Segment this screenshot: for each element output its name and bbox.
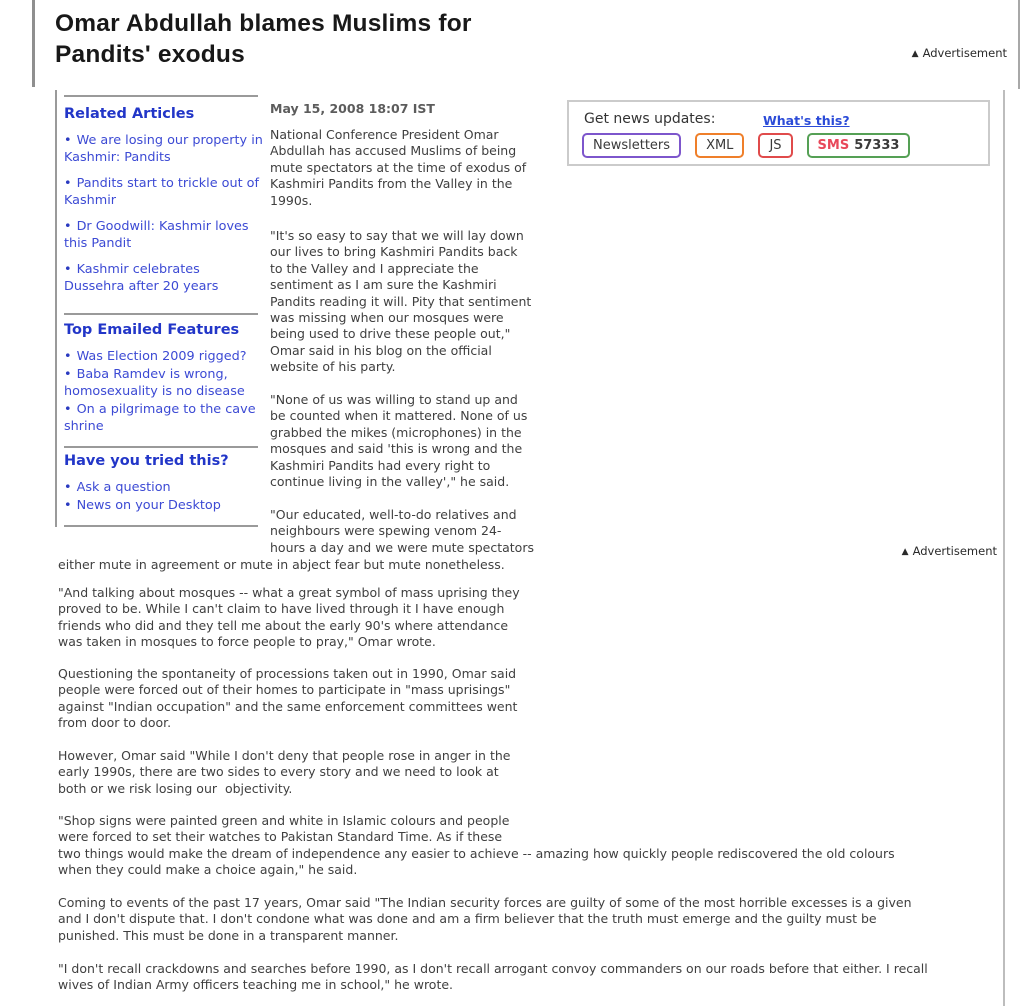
article-paragraph-continuation: either mute in agreement or mute in abject fear but mute nonetheless.	[58, 557, 505, 572]
link-label: News on your Desktop	[76, 498, 221, 513]
top-emailed-link[interactable]	[64, 366, 264, 400]
left-border-rule	[32, 0, 35, 87]
top-emailed-list	[64, 348, 264, 435]
related-article-link[interactable]	[64, 218, 264, 252]
top-emailed-heading: Top Emailed Features	[64, 322, 240, 338]
bullet-icon: •	[64, 402, 72, 417]
sidebar-divider	[64, 95, 258, 97]
top-right-border-rule	[1018, 0, 1020, 89]
news-updates-label: Get news updates:	[584, 111, 716, 127]
sms-prefix: SMS	[817, 138, 850, 153]
sidebar-divider	[64, 313, 258, 315]
related-article-link[interactable]	[64, 261, 264, 295]
top-emailed-section	[64, 322, 264, 436]
bullet-icon: •	[64, 480, 72, 495]
top-emailed-link[interactable]	[64, 348, 264, 365]
article-paragraph: "I don't recall crackdowns and searches before 1990, as I don't recall arrogant convoy commanders on our roads before that either. I recall wives of Indian Army officers teaching me in school," he wrote.	[58, 961, 928, 993]
have-you-tried-heading: Have you tried this?	[64, 453, 229, 469]
have-you-tried-section	[64, 453, 264, 515]
bullet-icon: •	[64, 262, 72, 277]
link-label: Was Election 2009 rigged?	[76, 349, 247, 364]
triangle-up-icon: ▲	[911, 49, 919, 59]
related-articles-heading: Related Articles	[64, 106, 195, 122]
news-updates-buttons	[582, 133, 910, 158]
sms-button[interactable]	[807, 133, 911, 158]
article-paragraph: However, Omar said "While I don't deny that people rose in anger in the early 1990s, there are two sides to every story and we need to look at both or we risk losing our objectivity.	[58, 748, 511, 796]
bullet-icon: •	[64, 349, 72, 364]
article-title: Omar Abdullah blames Muslims for Pandits' exodus	[55, 10, 472, 68]
have-you-tried-list	[64, 479, 264, 514]
link-label: On a pilgrimage to the cave shrine	[64, 402, 256, 434]
bullet-icon: •	[64, 498, 72, 513]
link-label: Ask a question	[76, 480, 171, 495]
xml-button[interactable]: XML	[695, 133, 744, 158]
sidebar-left-rule	[55, 90, 57, 527]
link-label: We are losing our property in Kashmir: Pandits	[64, 133, 263, 165]
article-paragraph: "It's so easy to say that we will lay down our lives to bring Kashmiri Pandits back to the Valley and I appreciate the sentiment as I am sure the Kashmiri Pandits reading it will. Pity that sentiment was missing when our mosques were being used to drive these people out," Omar said in his blog on the official website of his party.	[270, 228, 532, 375]
bullet-icon: •	[64, 219, 72, 234]
bullet-icon: •	[64, 176, 72, 191]
bullet-icon: •	[64, 133, 72, 148]
sidebar-divider	[64, 446, 258, 448]
related-articles-list	[64, 132, 264, 295]
article-paragraph: "And talking about mosques -- what a great symbol of mass uprising they proved to be. While I can't claim to have lived through it I have enough friends who did and they tell me about the early 90's where attendance was taken in mosques to force people to pray," Omar wrote.	[58, 585, 520, 650]
js-button[interactable]: JS	[758, 133, 792, 158]
advertisement-label-mid[interactable]	[902, 544, 997, 558]
sidebar-divider	[64, 525, 258, 527]
link-label: Baba Ramdev is wrong, homosexuality is no disease	[64, 367, 245, 399]
top-emailed-link[interactable]	[64, 401, 264, 435]
article-paragraph: Questioning the spontaneity of processions taken out in 1990, Omar said people were forced out of their homes to participate in "mass uprisings" against "Indian occupation" and the same enforcement committees went from door to door.	[58, 666, 518, 731]
article-paragraph: "Shop signs were painted green and white in Islamic colours and people were forced to set their watches to Pakistan Standard Time. As if these two things would make the dream of independence any easier to achieve -- amazing how quickly people rediscovered the old colours when they could make a choice again," he said.	[58, 813, 895, 878]
right-border-rule	[1003, 90, 1005, 1006]
advertisement-label-top[interactable]	[912, 46, 1007, 60]
link-label: Kashmir celebrates Dussehra after 20 years	[64, 262, 219, 294]
have-you-tried-link[interactable]	[64, 479, 264, 496]
related-article-link[interactable]	[64, 132, 264, 166]
link-label: Pandits start to trickle out of Kashmir	[64, 176, 260, 208]
newsletters-button[interactable]: Newsletters	[582, 133, 681, 158]
advertisement-text: Advertisement	[912, 544, 997, 558]
article-paragraph: "Our educated, well-to-do relatives and neighbours were spewing venom 24- hours a day and we were mute spectators	[270, 507, 534, 555]
advertisement-text: Advertisement	[922, 46, 1007, 60]
related-articles-section	[64, 106, 264, 304]
sms-number: 57333	[854, 138, 900, 153]
whats-this-link[interactable]: What's this?	[763, 113, 850, 128]
related-article-link[interactable]	[64, 175, 264, 209]
link-label: Dr Goodwill: Kashmir loves this Pandit	[64, 219, 249, 251]
triangle-up-icon: ▲	[901, 547, 909, 557]
article-paragraph: "None of us was willing to stand up and be counted when it mattered. None of us grabbed the mikes (microphones) in the mosques and said 'this is wrong and the Kashmiri Pandits had every right to continue living in the valley'," he said.	[270, 392, 528, 490]
article-paragraph: National Conference President Omar Abdullah has accused Muslims of being mute spectators at the time of exodus of Kashmiri Pandits from the Valley in the 1990s.	[270, 127, 527, 208]
bullet-icon: •	[64, 367, 72, 382]
article-paragraph: Coming to events of the past 17 years, Omar said "The Indian security forces are guilty of some of the most horrible excesses is a given and I don't dispute that. I don't condone what was done and am a firm believer that the truth must emerge and the guilty must be punished. This must be done in a transparent manner.	[58, 895, 912, 943]
have-you-tried-link[interactable]	[64, 497, 264, 514]
news-updates-box	[567, 100, 990, 166]
article-date: May 15, 2008 18:07 IST	[270, 101, 435, 116]
